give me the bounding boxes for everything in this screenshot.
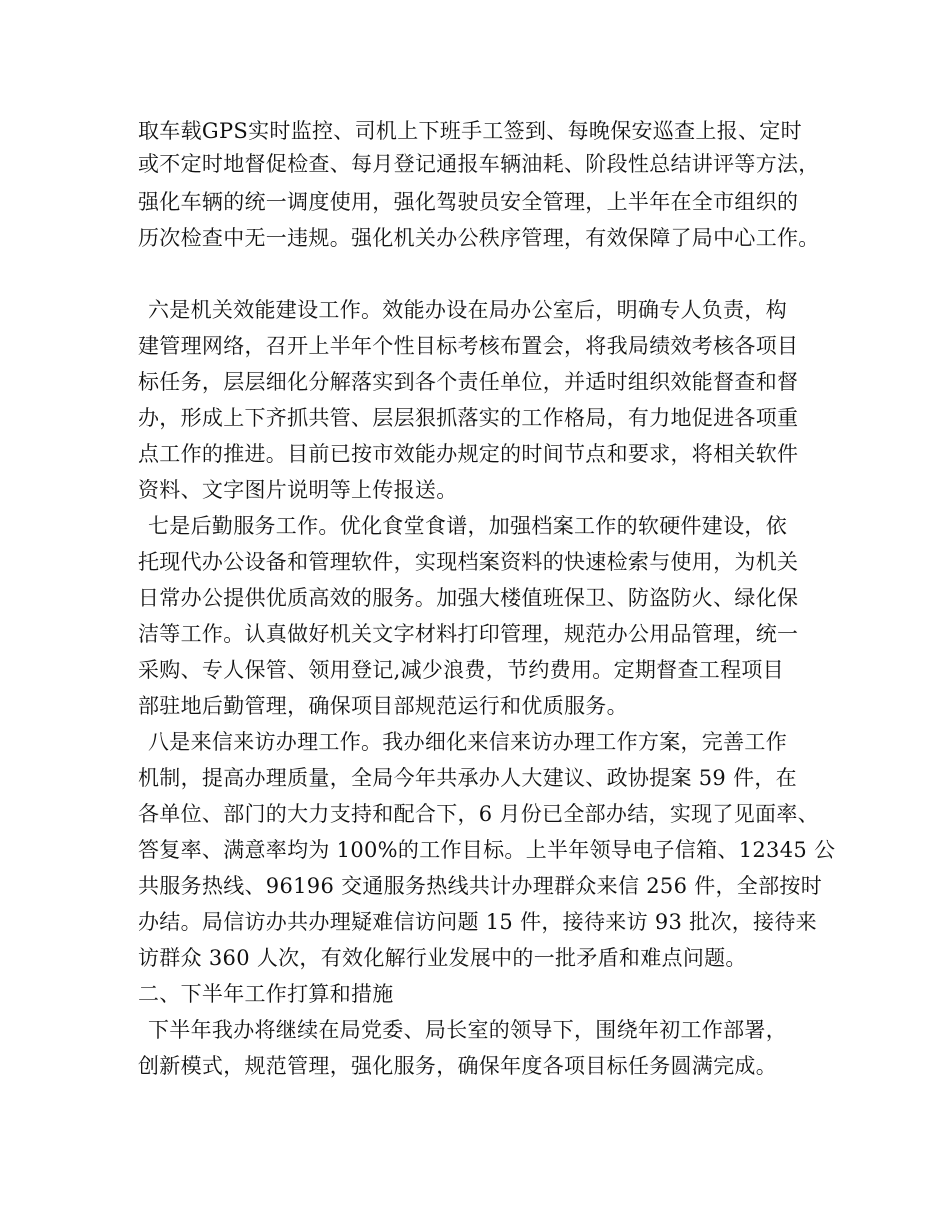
text-line: 托现代办公设备和管理软件，实现档案资料的快速检索与使用，为机关 [138, 550, 799, 574]
text-line: 或不定时地督促检查、每月登记通报车辆油耗、阶段性总结讲评等方法， [138, 152, 820, 176]
text-line: 下半年我办将继续在局党委、局长室的领导下，围绕年初工作部署， [148, 1018, 787, 1042]
text-line: 标任务，层层细化分解落实到各个责任单位，并适时组织效能督查和督 [138, 370, 799, 394]
text-line: 创新模式，规范管理，强化服务，确保年度各项目标任务圆满完成。 [138, 1054, 777, 1078]
section-heading: 二、下半年工作打算和措施 [138, 982, 394, 1006]
text-line: 办结。局信访办共办理疑难信访问题 15 件，接待来访 93 批次，接待来 [138, 910, 817, 934]
text-line: 答复率、满意率均为 100%的工作目标。上半年领导电子信箱、12345 公 [138, 838, 836, 862]
text-line: 建管理网络，召开上半年个性目标考核布置会，将我局绩效考核各项目 [138, 334, 799, 358]
text-line: 洁等工作。认真做好机关文字材料打印管理，规范办公用品管理，统一 [138, 622, 799, 646]
text-line: 点工作的推进。目前已按市效能办规定的时间节点和要求，将相关软件 [138, 442, 799, 466]
text-line: 办，形成上下齐抓共管、层层狠抓落实的工作格局，有力地促进各项重 [138, 406, 799, 430]
text-line: 访群众 360 人次，有效化解行业发展中的一批矛盾和难点问题。 [138, 946, 747, 970]
text-line: 各单位、部门的大力支持和配合下，6 月份已全部办结，实现了见面率、 [138, 802, 819, 826]
text-line: 日常办公提供优质高效的服务。加强大楼值班保卫、防盗防火、绿化保 [138, 586, 799, 610]
text-line: 七是后勤服务工作。优化食堂食谱，加强档案工作的软硬件建设，依 [148, 514, 787, 538]
text-line: 六是机关效能建设工作。效能办设在局办公室后，明确专人负责，构 [148, 298, 787, 322]
text-line: 采购、专人保管、领用登记,减少浪费，节约费用。定期督查工程项目 [138, 658, 784, 682]
text-line: 强化车辆的统一调度使用，强化驾驶员安全管理，上半年在全市组织的 [138, 190, 799, 214]
text-line: 取车载GPS实时监控、司机上下班手工签到、每晚保安巡查上报、定时 [138, 119, 802, 143]
text-line: 部驻地后勤管理，确保项目部规范运行和优质服务。 [138, 694, 628, 718]
text-line: 机制，提高办理质量，全局今年共承办人大建议、政协提案 59 件，在 [138, 766, 797, 790]
text-line: 历次检查中无一违规。强化机关办公秩序管理，有效保障了局中心工作。 [138, 226, 820, 250]
text-line: 资料、文字图片说明等上传报送。 [138, 478, 458, 502]
text-line: 共服务热线、96196 交通服务热线共计办理群众来信 256 件，全部按时 [138, 874, 823, 898]
text-line: 八是来信来访办理工作。我办细化来信来访办理工作方案，完善工作 [148, 730, 787, 754]
